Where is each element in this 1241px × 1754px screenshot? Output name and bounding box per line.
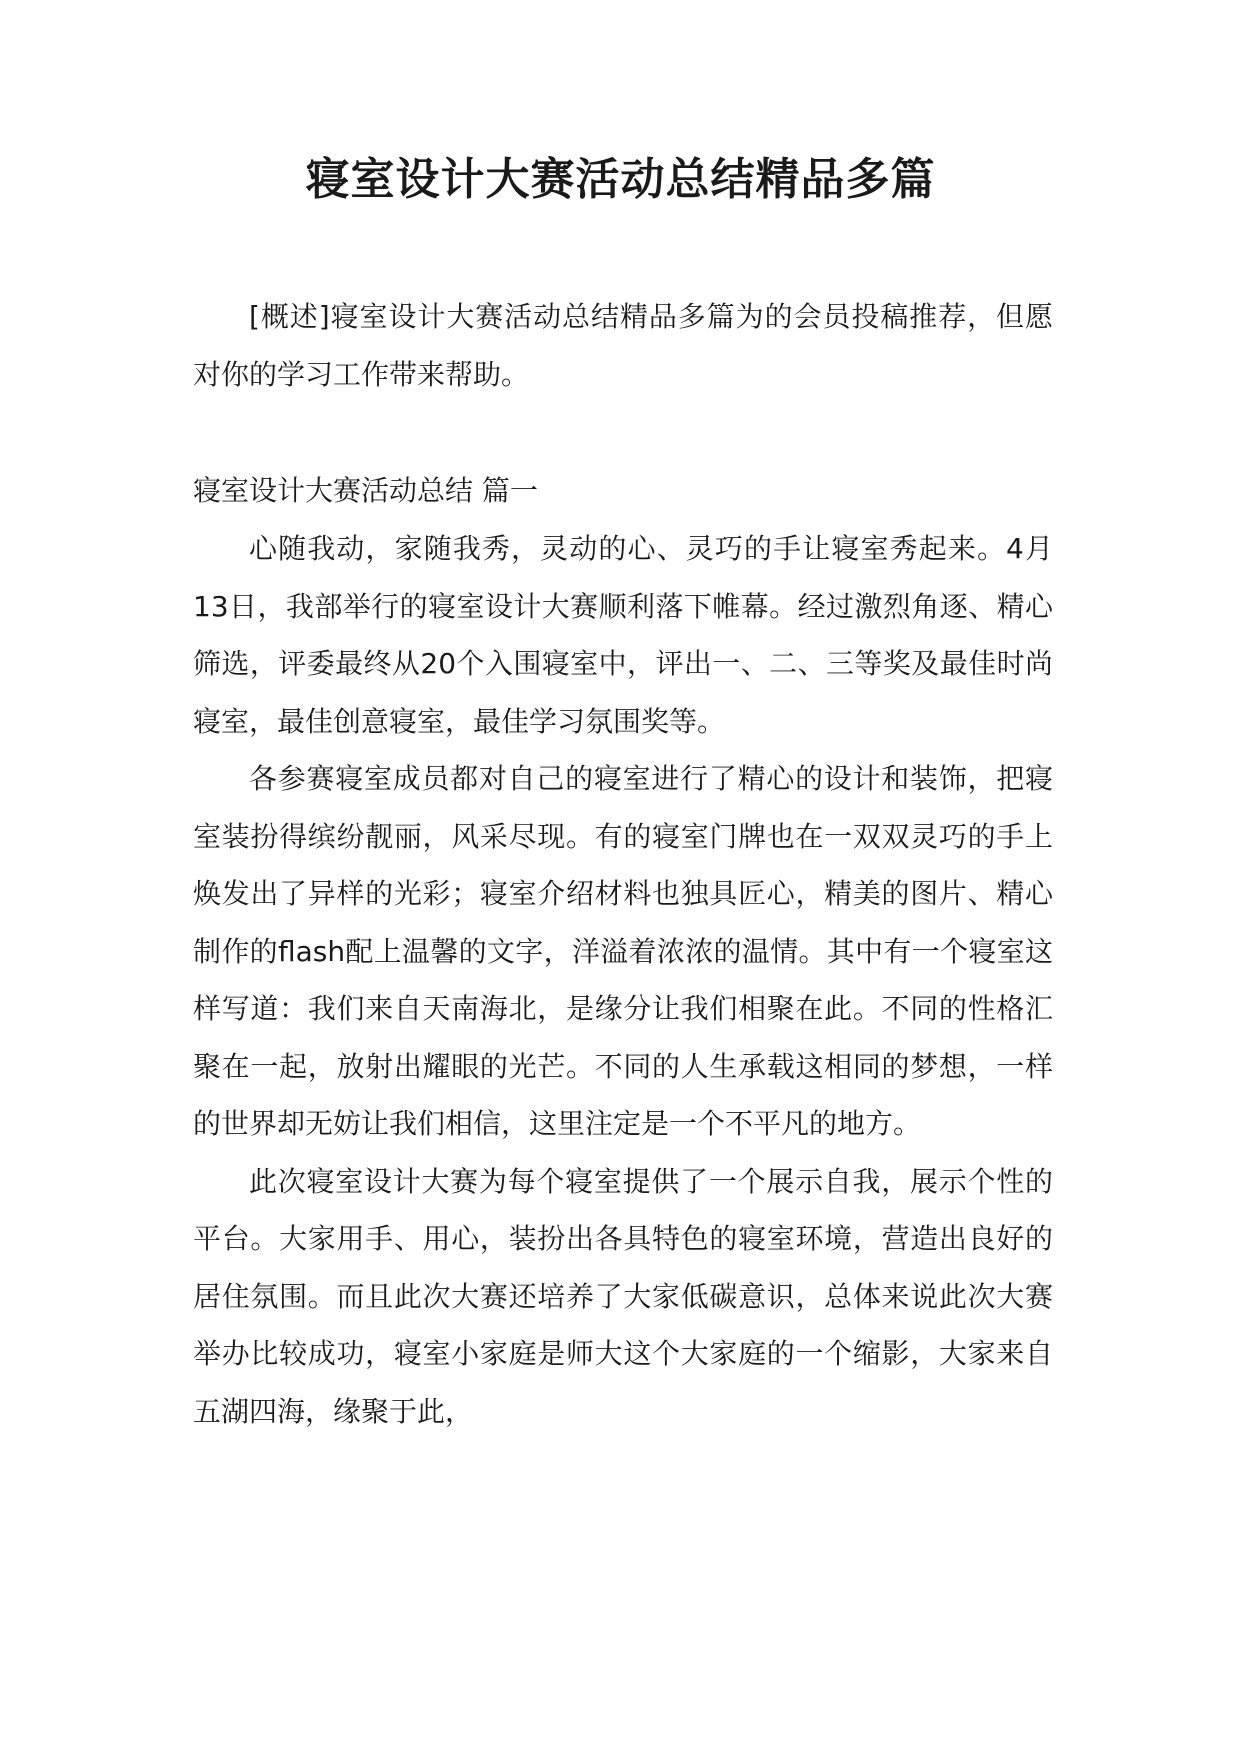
- section-body: [193, 520, 1053, 1440]
- body-paragraph: 此次寝室设计大赛为每个寝室提供了一个展示自我，展示个性的平台。大家用手、用心，装扮出各具特色的寝室环境，营造出良好的居住氛围。而且此次大赛还培养了大家低碳意识，总体来说此次大赛举办比较成功，寝室小家庭是师大这个大家庭的一个缩影，大家来自五湖四海，缘聚于此，: [193, 1164, 1053, 1428]
- document-title: 寝室设计大赛活动总结精品多篇: [305, 154, 936, 205]
- section-heading: 寝室设计大赛活动总结 篇一: [193, 474, 538, 507]
- summary-paragraph: [概述]寝室设计大赛活动总结精品多篇为的会员投稿推荐，但愿对你的学习工作带来帮助。: [193, 300, 1053, 391]
- body-paragraph: 各参赛寝室成员都对自己的寝室进行了精心的设计和装饰，把寝室装扮得缤纷靓丽，风采尽现。有的寝室门牌也在一双双灵巧的手上焕发出了异样的光彩；寝室介绍材料也独具匠心，精美的图片、精心制作的flash配上温馨的文字，洋溢着浓浓的温情。其中有一个寝室这样写道：我们来自天南海北，是缘分让我们相聚在此。不同的性格汇聚在一起，放射出耀眼的光芒。不同的人生承载这相同的梦想，一样的世界却无妨让我们相信，这里注定是一个不平凡的地方。: [193, 762, 1053, 1140]
- section-heading-block: [193, 462, 1053, 520]
- body-paragraph: 心随我动，家随我秀，灵动的心、灵巧的手让寝室秀起来。4月13日，我部举行的寝室设计大赛顺利落下帷幕。经过激烈角逐、精心筛选，评委最终从20个入围寝室中，评出一、二、三等奖及最佳时尚寝室，最佳创意寝室，最佳学习氛围奖等。: [193, 532, 1053, 738]
- summary-block: [193, 288, 1053, 403]
